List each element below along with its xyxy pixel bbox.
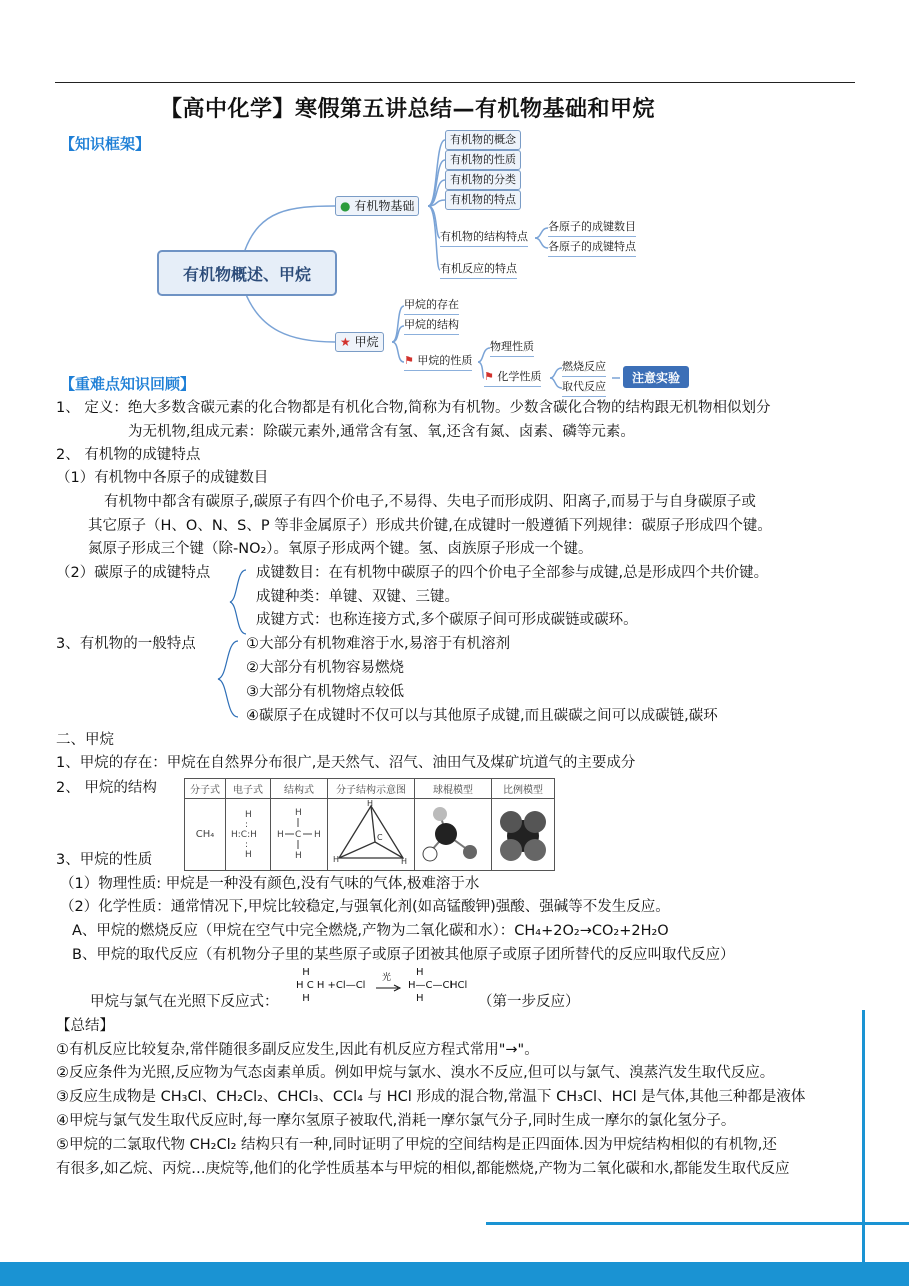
svg-text:H: H [245,810,252,820]
mindmap-branch-methane [335,332,384,352]
eq-right-mid: H—C—Cl [408,980,453,991]
mindmap-chemical [484,368,541,387]
svg-text:H: H [333,855,340,864]
ball-stick-cell [415,799,492,871]
mindmap-structure-node: 有机物的结构特点 [440,228,528,247]
mindmap-item-class: 有机物的分类 [445,170,521,190]
eq-left-mid: H C H +Cl—Cl [296,980,366,991]
equation-hcl: HCl [450,980,468,991]
page-title: 【高中化学】寒假第五讲总结—有机物基础和甲烷 [160,97,656,122]
svg-text:H: H [295,851,302,861]
structural-formula-drawing [273,803,325,863]
mindmap-item-feature: 有机物的特点 [445,190,521,210]
mindmap-bond-count: 各原子的成键数目 [548,218,636,237]
text-m3-2: （2）化学性质：通常情况下,甲烷比较稳定,与强氧化剂(如高锰酸钾)强酸、强碱等不发生反应。 [60,899,670,915]
mindmap-methane-exist: 甲烷的存在 [404,296,459,315]
text-b1: 成键数目：在有机物中碳原子的四个价电子全部参与成键,总是形成四个共价键。 [256,565,769,581]
text-l3: 3、有机物的一般特点 [56,636,196,652]
mindmap-center: 有机物概述、甲烷 [157,250,337,296]
decor-horizontal-line [486,1222,909,1225]
mindmap-methane-property [404,352,472,371]
table-header: 分子结构示意图 [328,779,415,799]
text-l1b: 为无机物,组成元素：除碳元素外,通常含有氢、氧,还含有氮、卤素、磷等元素。 [128,424,635,440]
equation-arrow-icon [376,984,402,992]
check-icon: ● [340,199,351,213]
svg-text:H:C:H: H:C:H [231,830,257,840]
eq-right-bottom: H [416,993,424,1004]
text-z5a: ⑤甲烷的二氯取代物 CH₂Cl₂ 结构只有一种,同时证明了甲烷的空间结构是正四面体.因为甲烷结构相似的有机物,还 [56,1137,777,1153]
electron-formula-drawing [228,803,268,863]
section-framework: 【知识框架】 [60,135,151,153]
text-z2: ②反应条件为光照,反应物为气态卤素单质。例如甲烷与氯水、溴水不反应,但可以与氯气、溴蒸汽发生取代反应。 [56,1065,775,1081]
note-experiment-badge: 注意实验 [623,366,689,388]
text-m1: 1、甲烷的存在：甲烷在自然界分布很广,是天然气、沼气、油田气及煤矿坑道气的主要成分 [56,755,636,771]
table-header: 结构式 [271,779,328,799]
mindmap-combustion: 燃烧反应 [562,358,606,377]
table-header: 比例模型 [492,779,555,799]
branch-label: 甲烷 [354,335,379,349]
eq-right-top: H [416,967,424,978]
text-z3: ③反应生成物是 CH₃Cl、CH₂Cl₂、CHCl₃、CCl₄ 与 HCl 形成的混合物,常温下 CH₃Cl、HCl 是气体,其他三种都是液体 [56,1089,806,1105]
table-header: 球棍模型 [415,779,492,799]
text-m3-1: （1）物理性质: 甲烷是一种没有颜色,没有气味的气体,极难溶于水 [60,876,480,892]
mindmap-bond-feature: 各原子的成键特点 [548,238,636,257]
text-mA: A、甲烷的燃烧反应（甲烷在空气中完全燃烧,产物为二氧化碳和水）：CH₄+2O₂→CO₂+2H₂O [72,923,669,939]
space-filling-cell [492,799,555,871]
text-l2-1: （1）有机物中各原子的成键数目 [56,470,269,486]
mindmap-methane-structure: 甲烷的结构 [404,316,459,335]
text-b2: 成键种类：单键、双键、三键。 [256,589,459,605]
svg-text:H: H [367,800,374,808]
table-formula: CH₄ [185,799,226,871]
text-p3: 氮原子形成三个键（除-NO₂）。氧原子形成两个键。氢、卤族原子形成一个键。 [88,541,593,557]
eq-left-top: H [302,967,310,978]
equation-condition: 光 [382,973,392,983]
eq-left-bottom: H [302,993,310,1004]
text-mC-note: （第一步反应） [478,994,580,1010]
brace-bond [226,566,250,638]
svg-text::: : [245,840,249,850]
svg-text:C: C [295,830,302,840]
node-label: 化学性质 [497,370,542,383]
text-m2: 2、 甲烷的结构 [56,780,157,796]
section-review: 【重难点知识回顾】 [60,375,196,393]
mindmap-physical: 物理性质 [490,338,534,357]
node-label: 甲烷的性质 [417,354,473,367]
equation-left [296,966,365,1005]
electron-formula-cell [226,799,271,871]
mindmap-branch-organic [335,196,419,216]
text-l2-2: （2）碳原子的成键特点 [56,565,211,581]
flag-icon: ⚑ [404,354,414,367]
text-z5b: 有很多,如乙烷、丙烷…庚烷等,他们的化学性质基本与甲烷的相似,都能燃烧,产物为二氧化碳和水,都能发生取代反应 [56,1161,790,1177]
text-c4: ④碳原子在成键时不仅可以与其他原子成键,而且碳碳之间可以成碳链,碳环 [246,708,718,724]
text-m3: 3、甲烷的性质 [56,852,153,868]
table-header: 电子式 [226,779,271,799]
text-l1a: 1、 定义：绝大多数含碳元素的化合物都是有机化合物,简称为有机物。少数含碳化合物的结构跟无机物相似划分 [56,400,771,416]
svg-text::: : [245,820,249,830]
table-header: 分子式 [185,779,226,799]
ball-stick-model [416,800,490,866]
svg-text:H: H [314,830,321,840]
text-c1: ①大部分有机物难溶于水,易溶于有机溶剂 [246,636,511,652]
equation-right [408,966,452,1005]
footer-bar [0,1262,909,1286]
space-filling-model [493,800,553,866]
svg-text:H: H [245,850,252,860]
structural-formula-cell [271,799,328,871]
flag-icon: ⚑ [484,370,494,383]
text-mC: 甲烷与氯气在光照下反应式： [90,994,279,1010]
svg-text:H: H [401,857,408,866]
text-b3: 成键方式：也称连接方式,多个碳原子间可形成碳链或碳环。 [256,612,638,628]
text-z4: ④甲烷与氯气发生取代反应时,每一摩尔氢原子被取代,消耗一摩尔氯气分子,同时生成一摩尔的氯化氢分子。 [56,1113,736,1129]
mindmap-substitution: 取代反应 [562,378,606,397]
text-summary: 【总结】 [56,1018,114,1034]
text-z1: ①有机反应比较复杂,常伴随很多副反应发生,因此有机反应方程式常用"→"。 [56,1042,539,1058]
text-mB: B、甲烷的取代反应（有机物分子里的某些原子或原子团被其他原子或原子团所替代的反应叫取代反应） [72,947,735,963]
star-icon: ★ [340,335,351,349]
tetrahedron-drawing [331,800,411,866]
text-l2: 2、 有机物的成键特点 [56,447,201,463]
methane-structure-table [184,778,555,871]
mindmap-item-property: 有机物的性质 [445,150,521,170]
mindmap-item-concept: 有机物的概念 [445,130,521,150]
text-p2: 其它原子（H、O、N、S、P 等非金属原子）形成共价键,在成键时一般遵循下列规律：碳原子形成四个键。 [88,518,772,534]
text-s2: 二、甲烷 [56,732,114,748]
mindmap-reaction-node: 有机反应的特点 [440,260,517,279]
text-c3: ③大部分有机物熔点较低 [246,684,404,700]
text-p1: 有机物中都含有碳原子,碳原子有四个价电子,不易得、失电子而形成阴、阳离子,而易于与自身碳原子或 [104,494,756,510]
text-c2: ②大部分有机物容易燃烧 [246,660,404,676]
tetrahedron-cell [328,799,415,871]
branch-label: 有机物基础 [354,199,415,213]
brace-features [214,637,242,721]
svg-text:C: C [377,833,383,842]
svg-text:H: H [295,808,302,818]
svg-text:H: H [277,830,284,840]
